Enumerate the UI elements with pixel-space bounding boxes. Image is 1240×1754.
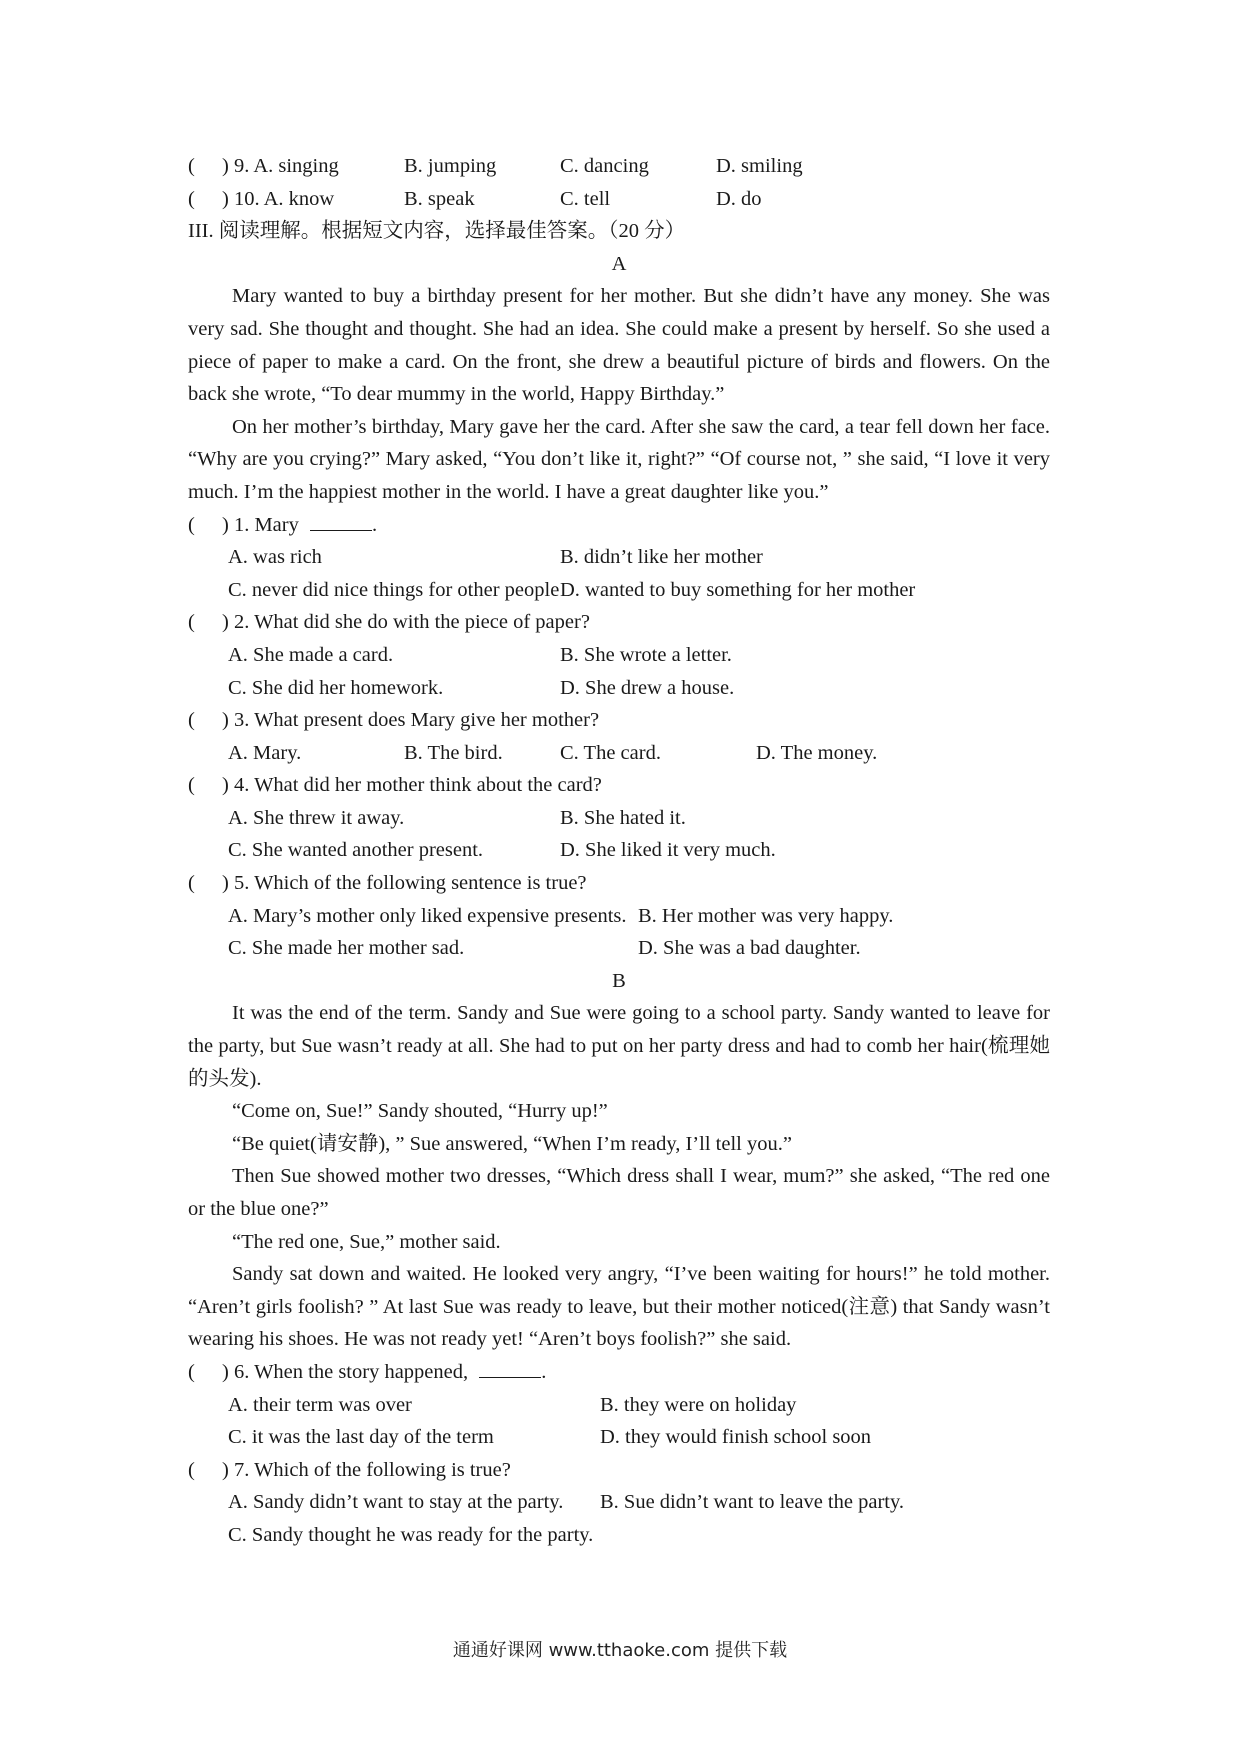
option-d: D. The money. — [756, 741, 878, 764]
option-b: B. didn’t like her mother — [560, 546, 763, 569]
option-b: B. they were on holiday — [600, 1393, 797, 1416]
option-a: A. was rich — [228, 546, 322, 569]
options-row — [188, 1519, 1050, 1552]
passage-a-paragraph-2: On her mother’s birthday, Mary gave her the card. After she saw the card, a tear fell down her face. “Why are you crying?” Mary asked, “You don’t like it, right?” “Of course not, ” she said, “I love it very much. I’m the happiest mother in the world. I have a great daughter like you.” — [188, 415, 1050, 503]
question-row-2 — [188, 606, 1050, 639]
question-row-4 — [188, 769, 1050, 802]
passage-b-paragraph-5: “The red one, Sue,” mother said. — [232, 1230, 501, 1253]
answer-paren: ( — [188, 872, 195, 895]
question-stem: ) 7. Which of the following is true? — [222, 1458, 511, 1481]
question-stem — [222, 1356, 546, 1389]
option-a: A. their term was over — [228, 1393, 412, 1416]
option-d: D. do — [716, 187, 762, 210]
option-b: B. The bird. — [404, 741, 503, 764]
option-b: B. She hated it. — [560, 806, 686, 829]
question-stem-end: . — [541, 1360, 547, 1383]
option-b: B. She wrote a letter. — [560, 643, 732, 666]
options-row — [188, 932, 1050, 965]
option-a: A. Mary. — [228, 741, 302, 764]
passage-b-paragraph-4: Then Sue showed mother two dresses, “Which dress shall I wear, mum?” she asked, “The red one or the blue one?” — [188, 1165, 1050, 1220]
option-a: A. Sandy didn’t want to stay at the party. — [228, 1491, 564, 1514]
answer-blank — [479, 1357, 541, 1378]
question-stem: ) 2. What did she do with the piece of paper? — [222, 611, 590, 634]
passage-b-paragraph-3: “Be quiet(请安静), ” Sue answered, “When I’m ready, I’ll tell you.” — [232, 1132, 792, 1155]
answer-blank — [310, 510, 372, 531]
option-d: D. smiling — [716, 155, 803, 177]
answer-paren: ( — [188, 709, 195, 732]
answer-paren: ( — [188, 155, 195, 177]
question-stem: ) 3. What present does Mary give her mother? — [222, 709, 600, 732]
options-row — [188, 834, 1050, 867]
question-row-5 — [188, 867, 1050, 900]
answer-paren: ( — [188, 1458, 195, 1481]
options-row — [188, 639, 1050, 672]
answer-paren: ( — [188, 611, 195, 634]
answer-paren: ( — [188, 1360, 195, 1383]
option-c: C. tell — [560, 187, 611, 210]
question-stem-text: ) 1. Mary — [222, 513, 304, 536]
passage-b-paragraph-6: Sandy sat down and waited. He looked very angry, “I’ve been waiting for hours!” he told mother. “Aren’t girls foolish? ” At last Sue was ready to leave, but their mother noticed(注意) that Sandy wasn’t wearing his shoes. He was not ready yet! “Aren’t boys foolish?” she said. — [188, 1263, 1050, 1351]
options-row — [188, 737, 1050, 770]
options-row — [188, 1421, 1050, 1454]
option-c: C. it was the last day of the term — [228, 1426, 494, 1449]
question-stem-end: . — [371, 513, 378, 536]
option-c: C. She wanted another present. — [228, 839, 484, 862]
option-a: A. Mary’s mother only liked expensive presents. — [228, 904, 627, 927]
option-b: B. Sue didn’t want to leave the party. — [600, 1491, 905, 1514]
question-row-9 — [188, 150, 1050, 183]
question-row-6 — [188, 1356, 1050, 1389]
option-d: D. wanted to buy something for her mother — [560, 578, 916, 601]
option-b: B. speak — [404, 187, 475, 210]
option-c: C. Sandy thought he was ready for the party. — [228, 1523, 594, 1546]
options-row — [188, 1486, 1050, 1519]
passage-a-paragraph-1: Mary wanted to buy a birthday present for her mother. But she didn’t have any money. She was very sad. She thought and thought. She had an idea. She could make a present by herself. So she used a piece of paper to make a card. On the front, she drew a beautiful picture of birds and flowers. On the back she wrote, “To dear mummy in the world, Happy Birthday.” — [188, 285, 1050, 406]
option-b: B. jumping — [404, 155, 497, 177]
passage-b-paragraph-2: “Come on, Sue!” Sandy shouted, “Hurry up!” — [232, 1100, 608, 1123]
option-d: D. She drew a house. — [560, 676, 735, 699]
question-row-10 — [188, 183, 1050, 216]
page-content — [188, 150, 1050, 1552]
section-heading — [188, 215, 1050, 248]
passage-b-paragraph-1: It was the end of the term. Sandy and Sue were going to a school party. Sandy wanted to leave for the party, but Sue wasn’t ready at all. She had to put on her party dress and had to comb her hair(梳理她的头发). — [188, 1002, 1050, 1090]
passage-label-b: B — [612, 969, 626, 992]
options-row — [188, 672, 1050, 705]
option-a: A. She threw it away. — [228, 806, 405, 829]
section-heading-text: III. 阅读理解。根据短文内容，选择最佳答案。（20 分） — [188, 220, 686, 243]
option-c: C. never did nice things for other people — [228, 578, 560, 601]
option-d: D. She was a bad daughter. — [638, 937, 861, 960]
question-row-7 — [188, 1454, 1050, 1487]
option-d: D. She liked it very much. — [560, 839, 776, 862]
option-c: C. She did her homework. — [228, 676, 444, 699]
question-stem: ) 10. A. know — [222, 187, 335, 210]
question-stem — [222, 509, 377, 542]
option-c: C. The card. — [560, 741, 661, 764]
passage-label-a: A — [611, 252, 627, 275]
option-b: B. Her mother was very happy. — [638, 904, 894, 927]
page-footer: 通通好课网 www.tthaoke.com 提供下载 — [452, 1640, 788, 1661]
answer-paren: ( — [188, 774, 195, 797]
answer-paren: ( — [188, 187, 195, 210]
options-row — [188, 802, 1050, 835]
question-row-3 — [188, 704, 1050, 737]
option-c: C. dancing — [560, 155, 649, 177]
question-stem: ) 4. What did her mother think about the card? — [222, 774, 602, 797]
options-row — [188, 541, 1050, 574]
option-c: C. She made her mother sad. — [228, 937, 465, 960]
question-row-1 — [188, 509, 1050, 542]
question-stem: ) 5. Which of the following sentence is true? — [222, 872, 587, 895]
option-a: A. She made a card. — [228, 643, 394, 666]
question-stem-text: ) 6. When the story happened, — [222, 1360, 474, 1383]
option-d: D. they would finish school soon — [600, 1426, 872, 1449]
options-row — [188, 574, 1050, 607]
options-row — [188, 900, 1050, 933]
answer-paren: ( — [188, 513, 195, 536]
question-stem: ) 9. A. singing — [222, 155, 339, 177]
options-row — [188, 1389, 1050, 1422]
